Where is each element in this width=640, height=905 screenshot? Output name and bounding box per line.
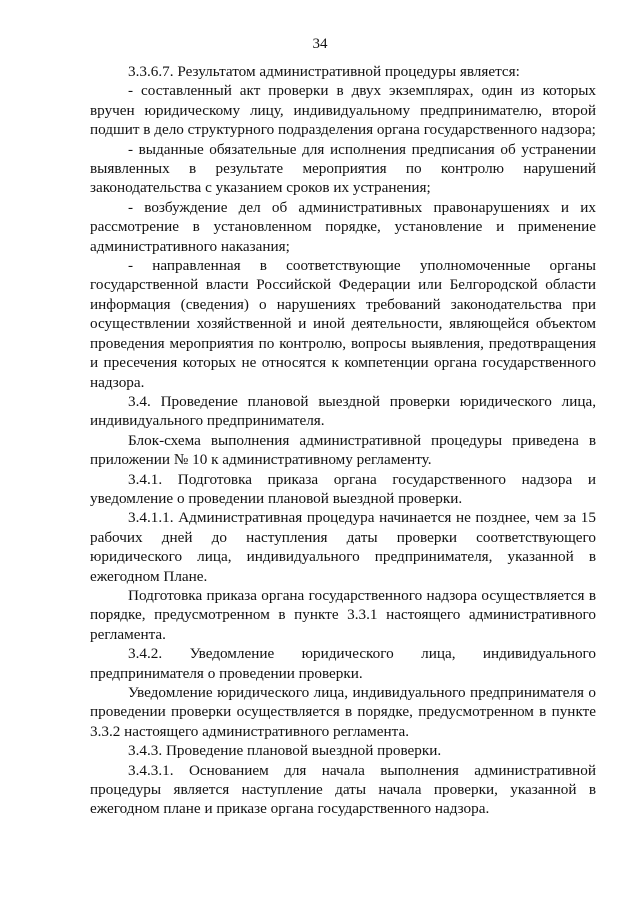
paragraph-3-3-6-7: 3.3.6.7. Результатом административной процедуры является: bbox=[128, 63, 520, 80]
paragraph-3-4-3: 3.4.3. Проведение плановой выездной проверки. bbox=[128, 742, 442, 760]
document-body bbox=[90, 62, 596, 819]
paragraph-3-4-1: 3.4.1. Подготовка приказа органа государственного надзора и уведомление о проведении плановой выездной проверки. bbox=[90, 470, 596, 507]
list-item-administrative-cases: - возбуждение дел об административных правонарушениях и их рассмотрение в установленном порядке, установление и применение административного наказания; bbox=[90, 198, 596, 255]
paragraph-3-4-1-1: 3.4.1.1. Административная процедура начинается не позднее, чем за 15 рабочих дней до наступления даты проверки соответствующего юридического лица, индивидуального предпринимателя, указанной в ежегодном Плане. bbox=[90, 509, 596, 585]
paragraph-order-preparation: Подготовка приказа органа государственного надзора осуществляется в порядке, предусмотренном в пункте 3.3.1 настоящего административного регламента. bbox=[90, 586, 596, 643]
paragraph-3-4-2: 3.4.2. Уведомление юридического лица, индивидуального предпринимателя о проведении проверки. bbox=[90, 645, 596, 682]
page-number: 34 bbox=[312, 36, 328, 52]
list-item-prescriptions: - выданные обязательные для исполнения предписания об устранении выявленных в результате мероприятия по контролю нарушений законодательства с указанием сроков их устранения; bbox=[90, 140, 596, 197]
list-item-information-sent: - направленная в соответствующие уполномоченные органы государственной власти Российской Федерации или Белгородской области информация (сведения) о нарушениях требований законодательства при осуществлении хозяйственной и иной деятельности, являющейся объектом проведения мероприятия по контролю, вопросы выявления, предотвращения и пресечения которых не относятся к компетенции органа государственного надзора. bbox=[90, 257, 596, 391]
paragraph-flowchart: Блок-схема выполнения административной процедуры приведена в приложении № 10 к административному регламенту. bbox=[90, 431, 596, 469]
paragraph-3-4: 3.4. Проведение плановой выездной проверки юридического лица, индивидуального предпринимателя. bbox=[90, 392, 596, 430]
paragraph-3-4-3-1: 3.4.3.1. Основанием для начала выполнения административной процедуры является наступление даты начала проверки, указанной в ежегодном плане и приказе органа государственного надзора. bbox=[90, 761, 596, 818]
paragraph-notification: Уведомление юридического лица, индивидуального предпринимателя о проведении проверки осуществляется в порядке, предусмотренном в пункте 3.3.2 настоящего административного регламента. bbox=[90, 684, 596, 740]
list-item-inspection-act: - составленный акт проверки в двух экземплярах, один из которых вручен юридическому лицу, индивидуальному предпринимателю, второй подшит в дело структурного подразделения органа государственного надзора; bbox=[90, 82, 596, 139]
